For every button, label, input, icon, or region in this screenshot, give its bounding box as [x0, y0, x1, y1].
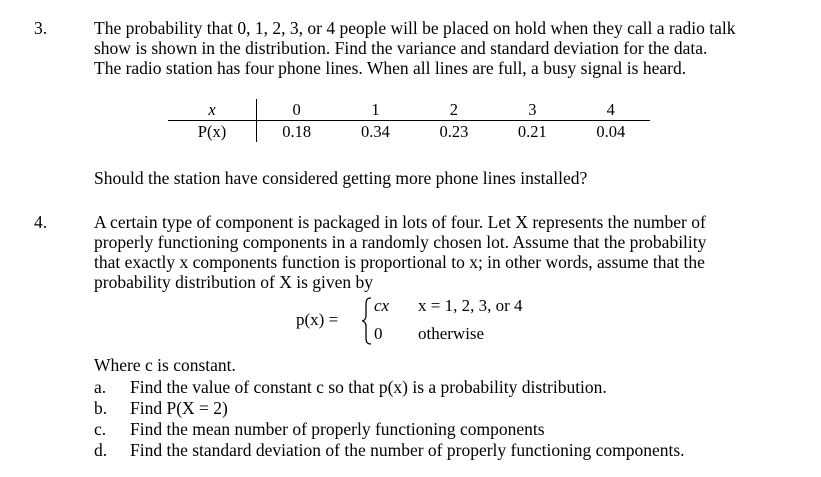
table-cell-p-1: 0.34	[361, 122, 390, 141]
item-label-d: d.	[94, 440, 108, 460]
formula-case-1	[374, 296, 523, 316]
case-2-condition: otherwise	[418, 324, 485, 343]
case-1-condition: x = 1, 2, 3, or 4	[418, 296, 523, 315]
table-cell-p-4: 0.04	[596, 122, 626, 141]
item-text-a: Find the value of constant c so that p(x) is a probability distribution.	[130, 377, 607, 397]
item-text-b: Find P(X = 2)	[130, 398, 228, 418]
table-cell-p-3: 0.21	[517, 122, 547, 141]
question-4-line-1: A certain type of component is packaged in lots of four. Let X represents the number of	[94, 212, 706, 232]
table-cell-p-2: 0.23	[439, 122, 469, 141]
table-cell-x-2: 2	[415, 99, 493, 121]
question-4-line-4: probability distribution of X is given by	[94, 272, 374, 292]
question-3-followup: Should the station have considered getting more phone lines installed?	[94, 168, 588, 188]
piecewise-formula	[296, 296, 556, 348]
item-text-d: Find the standard deviation of the number of properly functioning components.	[130, 440, 685, 460]
item-label-a: a.	[94, 377, 107, 397]
question-3-line-2: show is shown in the distribution. Find the variance and standard deviation for the data.	[94, 38, 708, 58]
formula-case-2	[374, 324, 485, 344]
question-4-number: 4.	[34, 212, 48, 232]
left-brace-icon	[361, 296, 373, 346]
table-cell-x-4: 4	[572, 99, 650, 121]
question-3-number: 3.	[34, 18, 48, 38]
table-header-x: x	[168, 99, 257, 121]
table-header-p: P(x)	[168, 121, 257, 143]
table-row-p	[168, 121, 650, 143]
item-text-c: Find the mean number of properly functioning components	[130, 419, 545, 439]
question-4-line-2: properly functioning components in a randomly chosen lot. Assume that the probability	[94, 232, 707, 252]
question-4-text	[94, 212, 794, 292]
question-3-line-1: The probability that 0, 1, 2, 3, or 4 people will be placed on hold when they call a radio talk	[94, 18, 736, 38]
question-3-text	[94, 18, 794, 78]
formula-lhs: p(x) =	[296, 310, 339, 329]
question-4-where: Where c is constant.	[94, 355, 236, 375]
table-cell-p-0: 0.18	[282, 122, 312, 141]
case-2-value: 0	[374, 324, 383, 343]
table-cell-x-0: 0	[257, 99, 337, 121]
case-1-value: cx	[374, 296, 390, 315]
question-3-line-3: The radio station has four phone lines. When all lines are full, a busy signal is heard.	[94, 58, 687, 78]
question-4-line-3: that exactly x components function is proportional to x; in other words, assume that the	[94, 252, 705, 272]
item-label-c: c.	[94, 419, 107, 439]
item-label-b: b.	[94, 398, 108, 418]
table-row-x	[168, 99, 650, 121]
table-cell-x-3: 3	[493, 99, 571, 121]
probability-distribution-table	[168, 99, 650, 142]
table-cell-x-1: 1	[336, 99, 414, 121]
